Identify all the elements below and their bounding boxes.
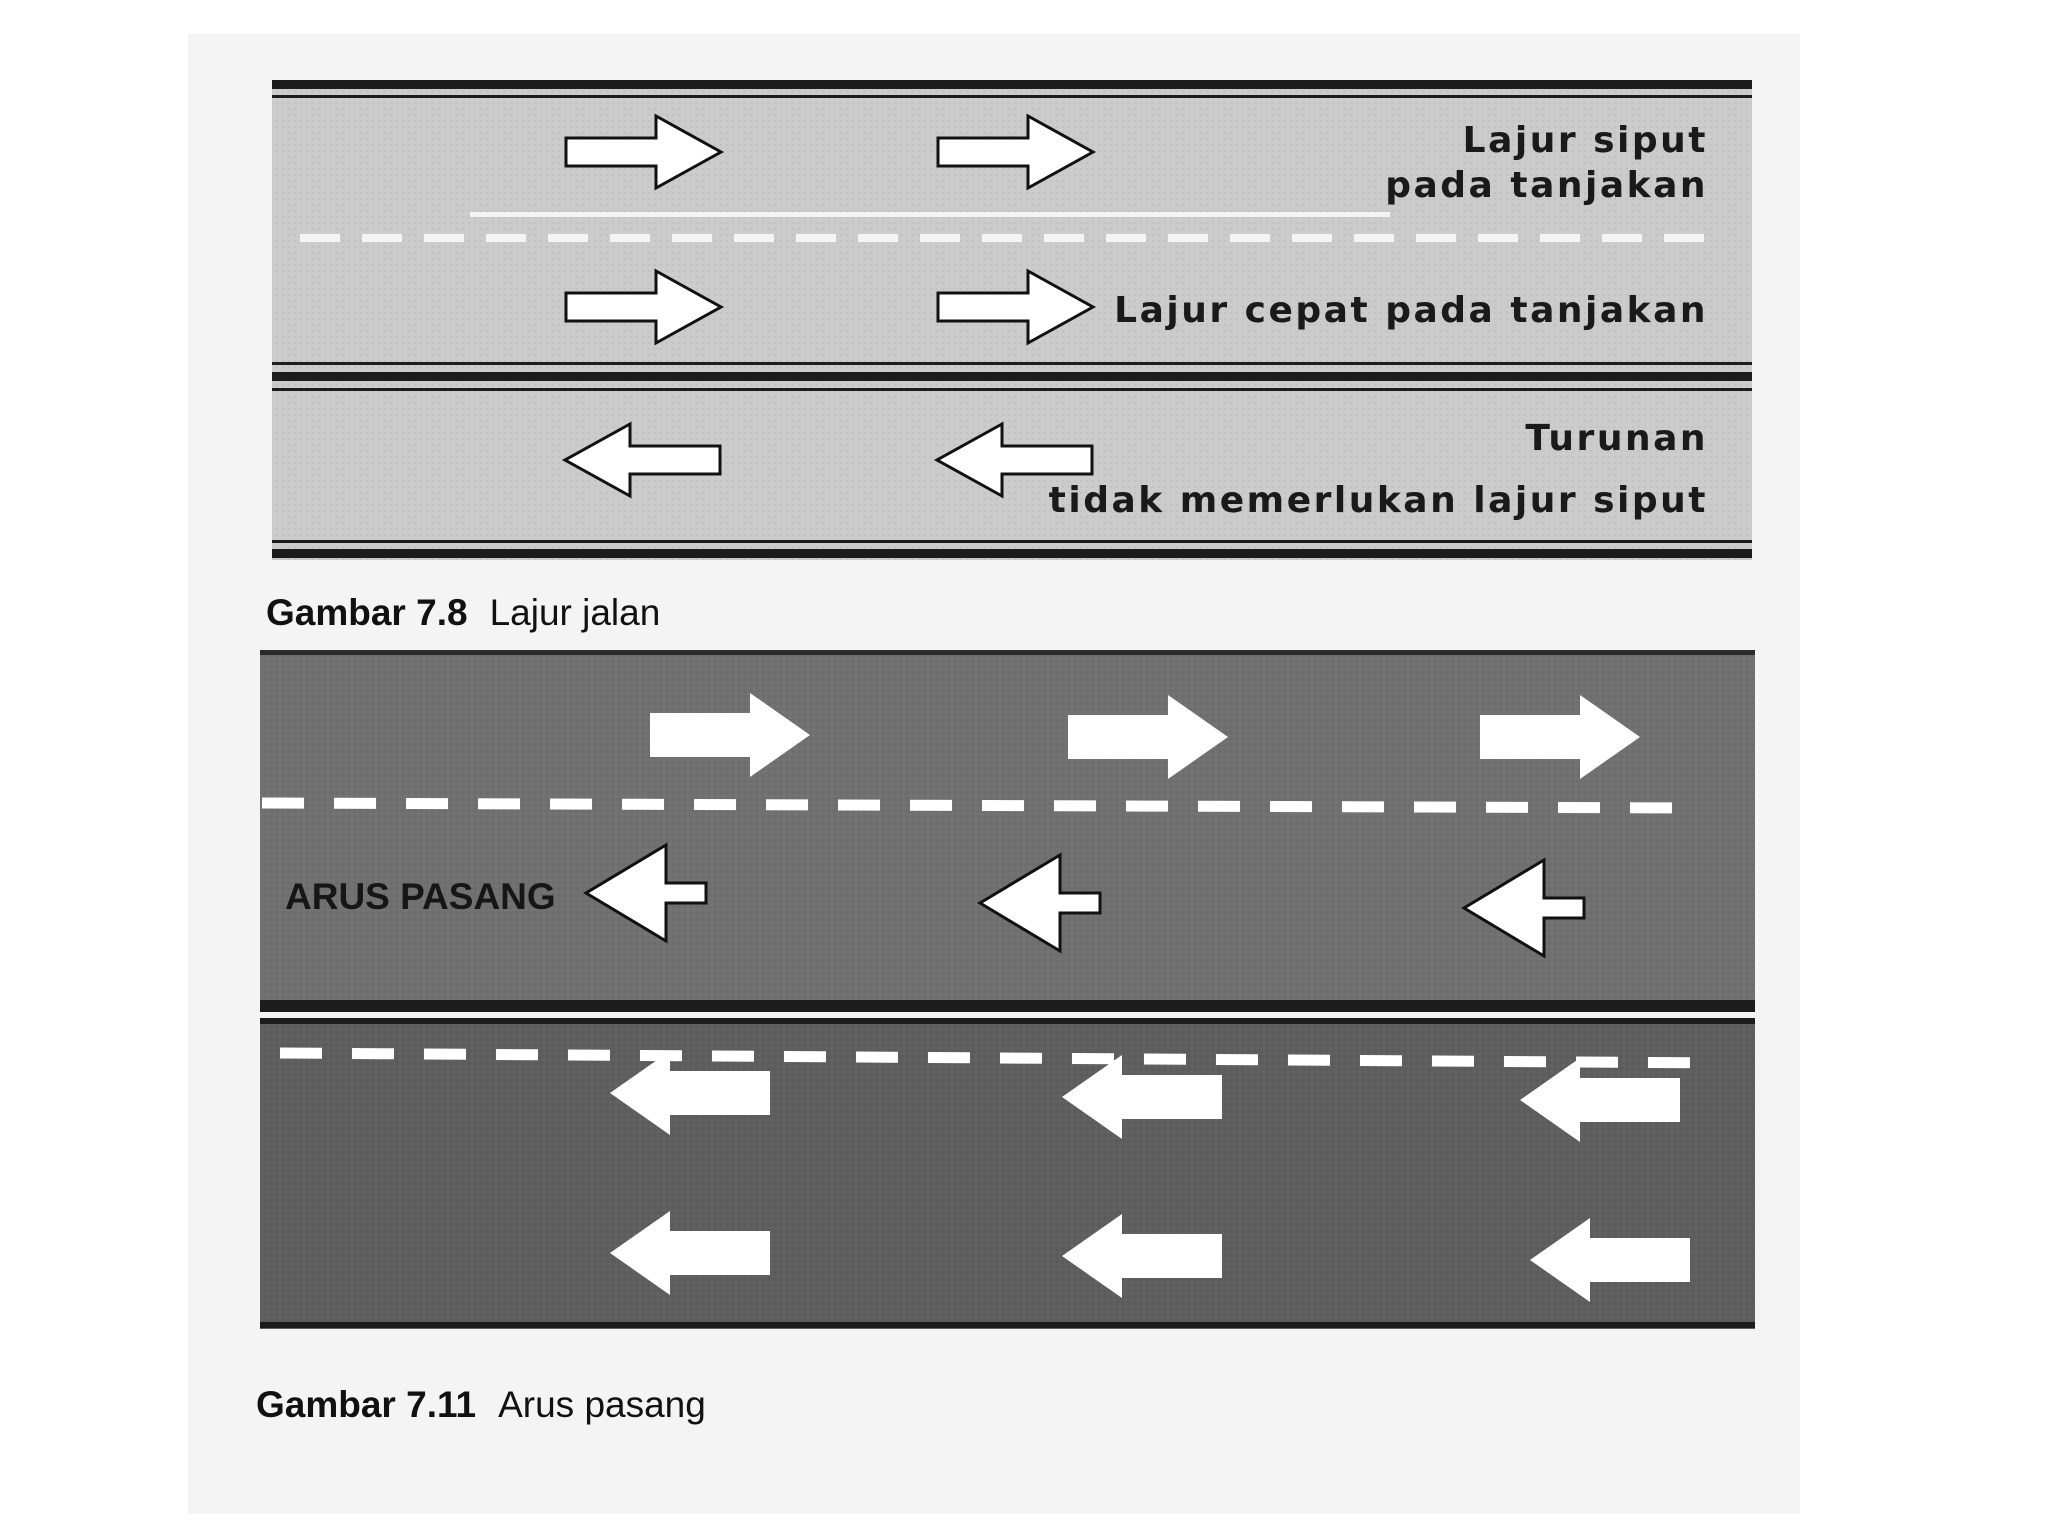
downhill-label-line2: tidak memerlukan lajur siput — [1048, 480, 1708, 521]
figure-7-8-caption — [266, 592, 660, 634]
figure-number: Gambar 7.11 — [256, 1384, 477, 1425]
figure-number: Gambar 7.8 — [266, 592, 468, 633]
arus-pasang-label: ARUS PASANG — [285, 876, 556, 917]
figure-title: Lajur jalan — [489, 592, 661, 633]
downhill-label-line1: Turunan — [1525, 418, 1708, 459]
fast-lane-label: Lajur cepat pada tanjakan — [1114, 290, 1708, 331]
slow-lane-label-line2: pada tanjakan — [1385, 165, 1708, 206]
figure-title: Arus pasang — [498, 1384, 706, 1425]
figure-7-11-road — [260, 650, 1755, 1329]
figure-7-11-caption — [256, 1384, 706, 1426]
slow-lane-label-line1: Lajur siput — [1462, 120, 1708, 161]
